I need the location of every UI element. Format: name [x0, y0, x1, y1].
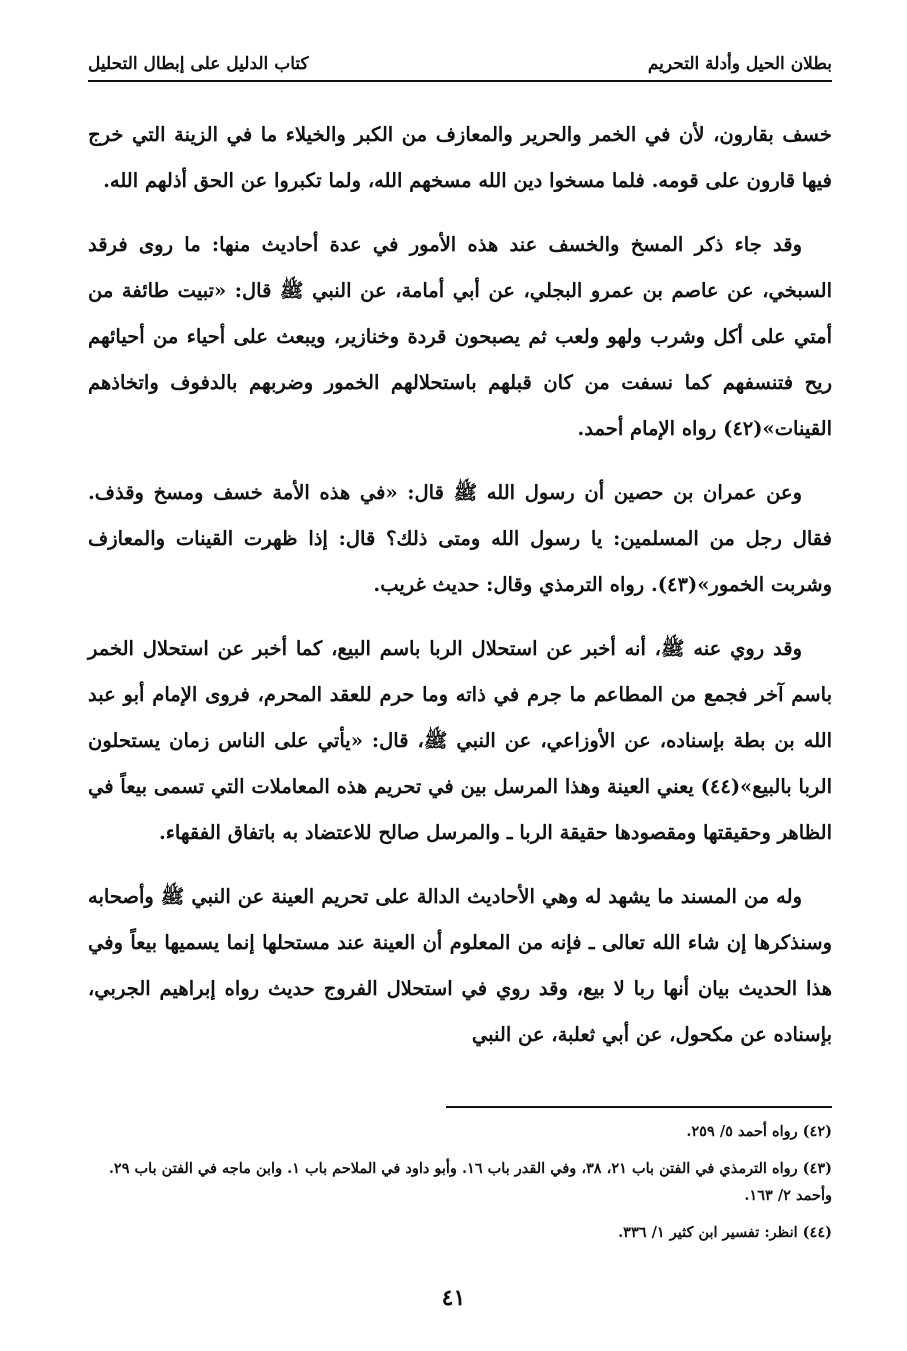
footnote-divider — [446, 1106, 832, 1108]
paragraph: خسف بقارون، لأن في الخمر والحرير والمعازف من الكبر والخيلاء ما في الزينة التي خرج فيها قارون على قومه. فلما مسخوا دين الله مسخهم الله، ولما تكبروا عن الحق أذلهم الله. — [88, 123, 832, 192]
footnotes — [88, 1118, 832, 1256]
paragraph: وعن عمران بن حصين أن رسول الله ﷺ قال: «في هذه الأمة خسف ومسخ وقذف. فقال رجل من المسلمين: يا رسول الله ومتى ذلك؟ قال: إذا ظهرت القينات والمعازف وشربت الخمور»(٤٣). رواه الترمذي وقال: حديث غريب. — [88, 481, 832, 596]
paragraph: وله من المسند ما يشهد له وهي الأحاديث الدالة على تحريم العينة عن النبي ﷺ وأصحابه وسنذكرها إن شاء الله تعالى ـ فإنه من المعلوم أن العينة عند مستحلها إنما يسميها بيعاً وفي هذا الحديث بيان أنها ربا لا بيع، وقد روي في استحلال الفروج حديث رواه إبراهيم الجربي، بإسناده عن مكحول، عن أبي ثعلبة، عن النبي — [88, 885, 832, 1046]
running-header — [88, 40, 832, 82]
footnote: (٤٤) انظر: تفسير ابن كثير ١/ ٣٣٦. — [618, 1224, 832, 1241]
paragraph: وقد روي عنه ﷺ، أنه أخبر عن استحلال الربا باسم البيع، كما أخبر عن استحلال الخمر باسم آخر فجمع من المطاعم ما جرم في ذاته وما حرم للعقد المحرم، فروى الإمام أبو عبد الله بن بطة بإسناده، عن الأوزاعي، عن النبي ﷺ، قال: «يأتي على الناس زمان يستحلون الربا بالبيع»(٤٤) يعني العينة وهذا المرسل بين في تحريم هذه المعاملات التي تسمى بيعاً في الظاهر وحقيقتها ومقصودها حقيقة الربا ـ والمرسل صالح للاعتضاد به باتفاق الفقهاء. — [88, 637, 832, 844]
page-number: ٤١ — [441, 1285, 466, 1311]
header-left-title: كتاب الدليل على إبطال التحليل — [88, 54, 309, 74]
footnote: (٤٢) رواه أحمد ٥/ ٢٥٩. — [686, 1123, 832, 1140]
main-text — [88, 112, 832, 1076]
paragraph: وقد جاء ذكر المسخ والخسف عند هذه الأمور في عدة أحاديث منها: ما روى فرقد السبخي، عن عاصم بن عمرو البجلي، عن أبي أمامة، عن النبي ﷺ قال: «تبيت طائفة من أمتي على أكل وشرب ولهو ولعب ثم يصبحون قردة وخنازير، ويبعث على أحياء من أحيائهم ريح فتنسفهم كما نسفت من كان قبلهم باستحلالهم الخمور وضربهم بالدفوف واتخاذهم القينات»(٤٢) رواه الإمام أحمد. — [88, 233, 832, 440]
footnote: (٤٣) رواه الترمذي في الفتن باب ٢١، ٣٨، وفي القدر باب ١٦. وأبو داود في الملاحم باب ١. وابن ماجه في الفتن باب ٢٩. وأحمد ٢/ ١٦٣. — [108, 1160, 832, 1204]
header-right-title: بطلان الحيل وأدلة التحريم — [647, 54, 832, 74]
